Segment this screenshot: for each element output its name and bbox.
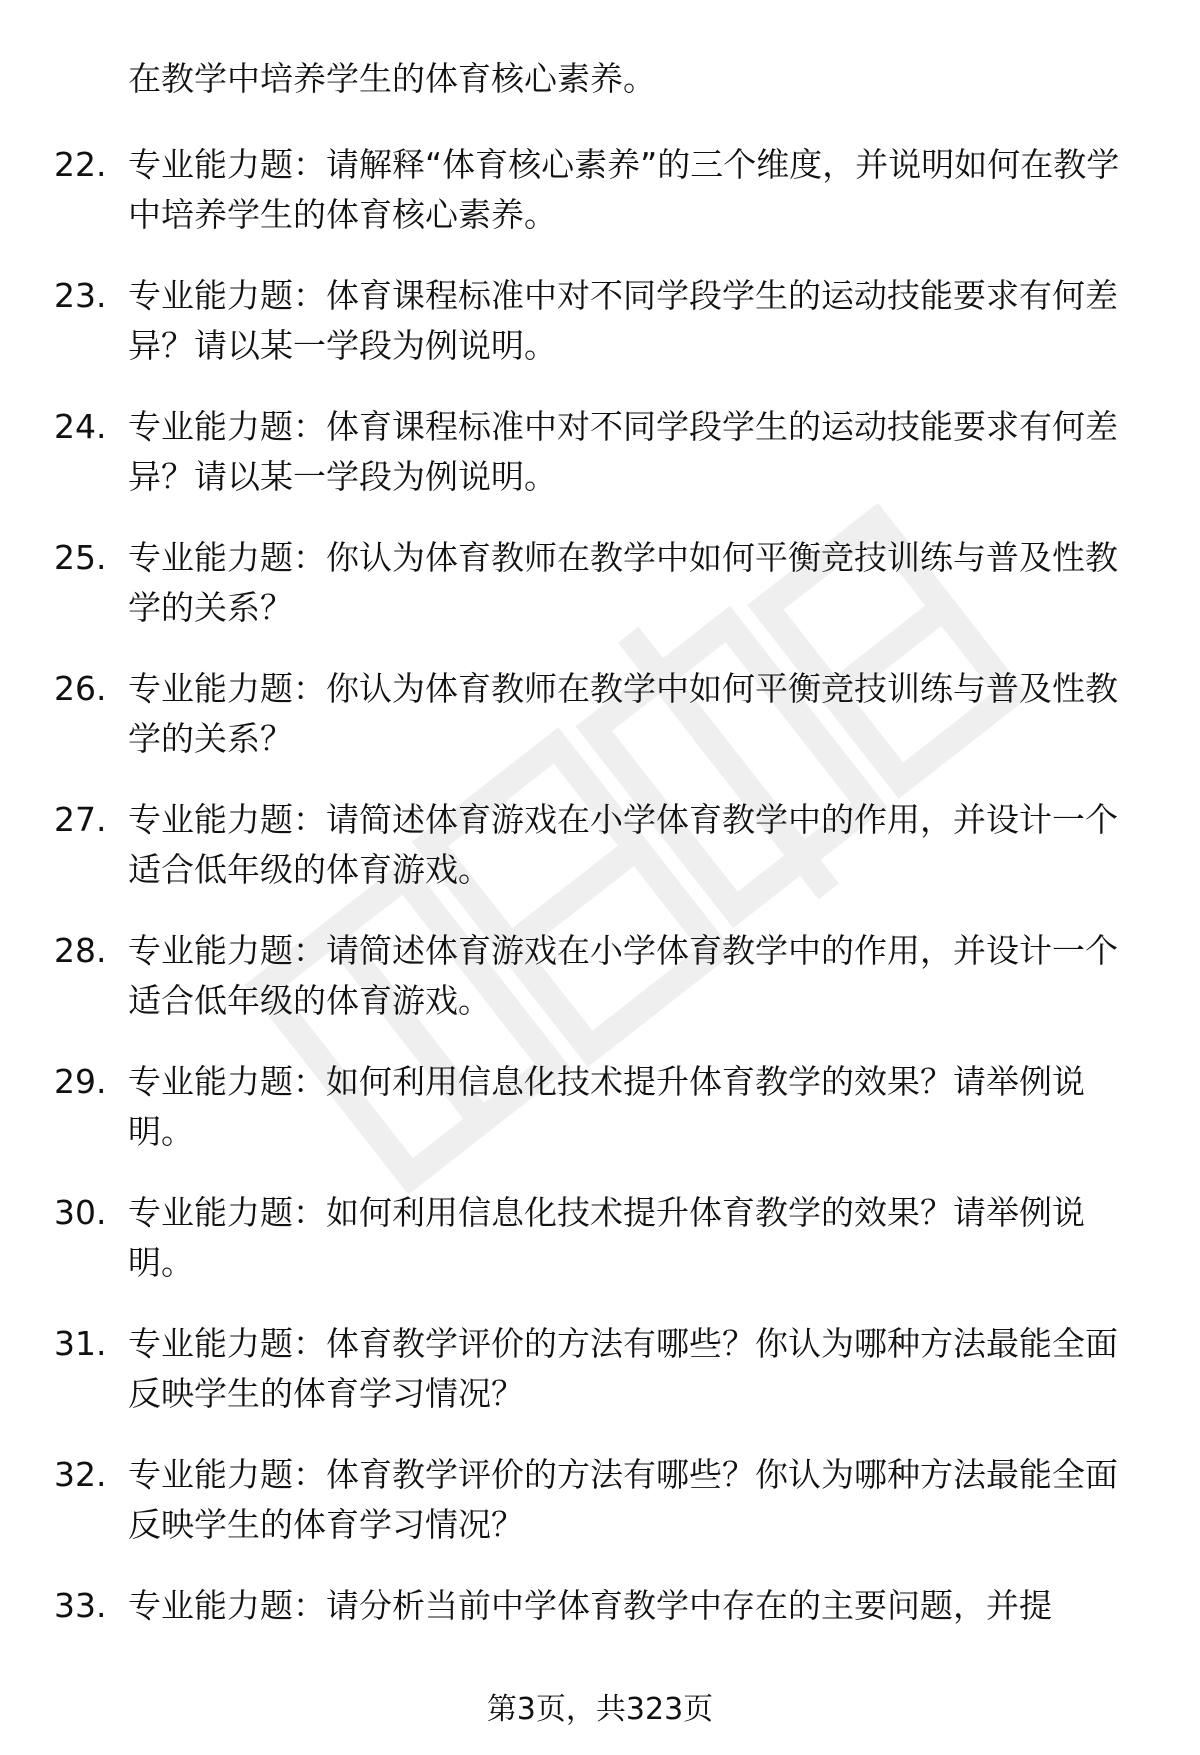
question-number: 30. [54,1193,107,1232]
question-text: 专业能力题：你认为体育教师在教学中如何平衡竞技训练与普及性教学的关系？ [128,669,1118,758]
question-text: 专业能力题：体育课程标准中对不同学段学生的运动技能要求有何差异？请以某一学段为例说明。 [128,407,1118,496]
question-item [0,402,1200,533]
question-number: 28. [54,931,107,970]
question-text: 专业能力题：如何利用信息化技术提升体育教学的效果？请举例说明。 [128,1193,1085,1282]
question-text: 专业能力题：体育教学评价的方法有哪些？你认为哪种方法最能全面反映学生的体育学习情况？ [128,1324,1118,1413]
question-item [0,926,1200,1057]
question-text: 专业能力题：请解释“体育核心素养”的三个维度，并说明如何在教学中培养学生的体育核心素养。 [128,145,1120,234]
continued-question-text: 在教学中培养学生的体育核心素养。 [128,59,656,98]
question-number: 33. [54,1586,107,1625]
question-number: 24. [54,407,107,446]
question-item [0,533,1200,664]
question-text: 专业能力题：你认为体育教师在教学中如何平衡竞技训练与普及性教学的关系？ [128,538,1118,627]
question-number: 27. [54,800,107,839]
question-number: 25. [54,538,107,577]
question-text: 专业能力题：体育教学评价的方法有哪些？你认为哪种方法最能全面反映学生的体育学习情况？ [128,1455,1118,1544]
question-item [0,140,1200,271]
question-item [0,664,1200,795]
question-text: 专业能力题：请简述体育游戏在小学体育教学中的作用，并设计一个适合低年级的体育游戏。 [128,800,1118,889]
question-item [0,1450,1200,1581]
question-item [0,1057,1200,1188]
question-number: 29. [54,1062,107,1101]
question-number: 23. [54,276,107,315]
question-number: 31. [54,1324,107,1363]
question-number: 32. [54,1455,107,1494]
question-item [0,271,1200,402]
question-number: 22. [54,145,107,184]
question-list [0,140,1200,1712]
page-footer: 第3页，共323页 [486,1692,714,1727]
question-item [0,1319,1200,1450]
question-number: 26. [54,669,107,708]
question-text: 专业能力题：请简述体育游戏在小学体育教学中的作用，并设计一个适合低年级的体育游戏。 [128,931,1118,1020]
question-item [0,1188,1200,1319]
question-text: 专业能力题：如何利用信息化技术提升体育教学的效果？请举例说明。 [128,1062,1085,1151]
question-text: 专业能力题：请分析当前中学体育教学中存在的主要问题，并提 [128,1586,1052,1625]
question-text: 专业能力题：体育课程标准中对不同学段学生的运动技能要求有何差异？请以某一学段为例说明。 [128,276,1118,365]
question-item [0,795,1200,926]
